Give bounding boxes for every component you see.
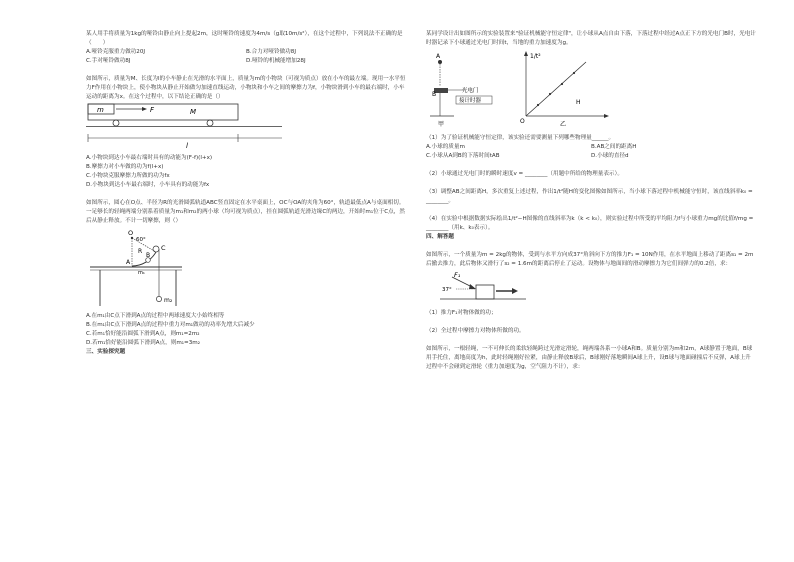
label-F1: F₁ <box>454 271 461 279</box>
q6-stem: 如图所示，一根轻绳，一不可伸长的柔软轻绳跨过光滑定滑轮，绳两端各系一小球A和B。质量分别为m和2m，A球静置于地面，B球用手托住，离地高度为h，此时轻绳刚好拉紧，由静止释放B球后，B球刚好落地瞬间A球上升，设B球与地面碰撞后不反弹，A球上升过程中不会碰到定滑轮（重力加速度为g，空气阻力不计），求： <box>426 346 753 370</box>
q3-option-c[interactable]: C.若m₁恰好能沿圆弧下滑到A点，则m₁=2m₂ <box>86 331 200 337</box>
q1-options-row2 <box>86 57 406 66</box>
push-force-head <box>469 284 476 289</box>
q2-figure-cart <box>86 102 286 150</box>
label-B: B <box>146 252 151 259</box>
ball-m2 <box>156 296 161 301</box>
q2-option-d[interactable]: D.小物块到达小车最右端时，小车具有的动能为fx <box>86 182 210 188</box>
q3-option-b[interactable]: B.在m₁由C点下滑到A点的过程中重力对m₁做功的功率先增大后减少 <box>86 322 255 328</box>
label-yi: 乙 <box>560 121 567 128</box>
q1-options-row1 <box>86 48 406 57</box>
label-O: O <box>128 229 134 237</box>
q1-option-d[interactable]: D.哑铃的机械能增加28J <box>246 58 306 64</box>
label-angle: 60° <box>136 237 146 243</box>
q2-option-b[interactable]: B.摩擦力对小车做的功为f(l+x) <box>86 164 164 170</box>
label-timer: 接计时器 <box>459 98 482 104</box>
label-A: A <box>436 53 441 60</box>
label-m: m <box>97 106 104 114</box>
q2-option-a[interactable]: A.小物块到达小车最右端时具有的动能为(F-f)(l+x) <box>86 155 213 161</box>
q4-sub1: （1）为了验证机械能守恒定律，该实验还需要测量下列哪些物理量______。 <box>426 135 615 141</box>
q3-option-a[interactable]: A.在m₁由C点下滑到A点的过程中两球速度大小始终相等 <box>86 313 225 319</box>
q1-option-b[interactable]: B.合力对哑铃做功8J <box>246 49 296 55</box>
label-C: C <box>161 244 166 252</box>
right-column <box>426 30 756 372</box>
q2-option-c[interactable]: C.小物块克服摩擦力所做的功为fx <box>86 173 170 179</box>
label-F: F <box>150 106 155 114</box>
force-arrow-head <box>142 107 147 111</box>
label-R: R <box>138 248 143 255</box>
section-heading-4: 四、解答题 <box>426 234 454 240</box>
graph-origin: O <box>520 118 525 125</box>
wheel-right <box>207 120 213 126</box>
box <box>476 285 494 299</box>
q4-sub2: （2）小球通过光电门时的瞬时速度v = ________（用题中所给的物理量表示）。 <box>426 171 623 177</box>
pulley-c <box>153 246 159 252</box>
cart-body <box>88 104 238 120</box>
q5-sub1: （1）推力F₁对物体做的功； <box>426 310 497 316</box>
section-heading-3: 三、实验探究题 <box>86 349 126 355</box>
q1-option-c[interactable]: C.手对哑铃做功8J <box>86 58 131 64</box>
ball <box>438 60 442 64</box>
label-B: B <box>432 91 437 98</box>
graph-y-label: 1/t² <box>530 53 541 60</box>
q4-option-c[interactable]: C.小球从A到B的下落时间tAB <box>426 153 500 159</box>
graph-line <box>526 62 586 116</box>
q4-figures <box>426 48 626 130</box>
q4-stem: 某同学设计出如图所示的实验装置来"验证机械能守恒定律"，让小球从A点自由下落，下落过程中经过A点正下方的光电门B时，光电计时器记录下小球通过光电门时间t，当地的重力加速度为g。 <box>426 31 756 46</box>
q4-option-b[interactable]: B.AB之间的距离H <box>591 144 637 150</box>
arc-track <box>132 252 156 266</box>
q4-option-d[interactable]: D.小球的直径d <box>591 153 629 159</box>
label-37deg: 37° <box>442 287 452 293</box>
q4-sub3: （3）调整AB之间距离H，多次重复上述过程，作出1/t²随H的变化图像如图所示，当小球下落过程中机械能守恒时，该直线斜率k₀ = ________。 <box>426 189 753 204</box>
q5-stem: 如图所示，一个质量为m = 2kg的物体，受到与水平方向成37°角斜向下方的推力F₁ = 10N作用，在水平地面上移动了距离s₁ = 2m后撤去推力，此后物体又滑行了s₂ = 1.6m的距离后停止了运动。设物体与地面间的滑动摩擦力为它们间弹力的0.2倍，求： <box>426 252 754 267</box>
left-column <box>86 30 406 357</box>
q1-option-a[interactable]: A.哑铃克服重力做功20J <box>86 49 146 55</box>
q4-sub4: （4）在实验中根据数据实际绘出1/t²−H图像的直线斜率为k（k < k₀），则实验过程中所受的平均阻力f与小球重力mg的比值f/mg = ________（用k、k₀表示）。 <box>426 216 754 231</box>
wheel-left <box>113 120 119 126</box>
label-m2: m₂ <box>164 297 173 304</box>
label-jia: 甲 <box>438 121 445 128</box>
q4-option-a[interactable]: A.小球的质量m <box>426 144 465 150</box>
q3-stem: 如图所示，圆心在O点、半径为R的光滑圆弧轨道ABC竖直固定在水平桌面上，OC与OA的夹角为60°，轨道最低点A与桌面相切。一足够长的轻绳两端分别系着质量为m₁和m₂的两小球（均可视为质点），挂在圆弧轨道光滑边缘C的两边，开始时m₁位于C点，然后从静止释放。不计一切摩擦，则（） <box>86 200 405 224</box>
label-A: A <box>126 259 131 266</box>
q3-figure-arc <box>86 226 286 308</box>
graph-x-label: H <box>576 99 581 106</box>
label-l: l <box>186 142 188 150</box>
push-force-line <box>452 277 472 287</box>
q1-stem: 某人用手将质量为1kg的哑铃由静止向上提起2m，这时哑铃的速度为4m/s（g取10m/s²），在这个过程中，下列说法不正确的是（ ） <box>86 31 403 46</box>
q3-option-d[interactable]: D.若m₁恰好能沿圆弧下滑到A点，则m₁=3m₂ <box>86 340 200 346</box>
label-gate: 光电门 <box>462 88 479 94</box>
q2-stem: 如图所示，质量为M、长度为l的小车静止在光滑的水平面上，质量为m的小物块（可视为质点）放在小车的最左端。现用一水平恒力F作用在小物块上，使小物块从静止开始做匀加速直线运动，小物块和小车之间的摩擦力为f，小物块滑到小车的最右端时，小车运动的距离为x。在这个过程中，以下结论正确的是（） <box>86 76 406 100</box>
label-m1: m₁ <box>138 270 145 276</box>
label-M: M <box>190 108 197 116</box>
q5-figure-push <box>426 269 626 305</box>
q5-sub2: （2）全过程中摩擦力对物体所做的功。 <box>426 328 525 334</box>
